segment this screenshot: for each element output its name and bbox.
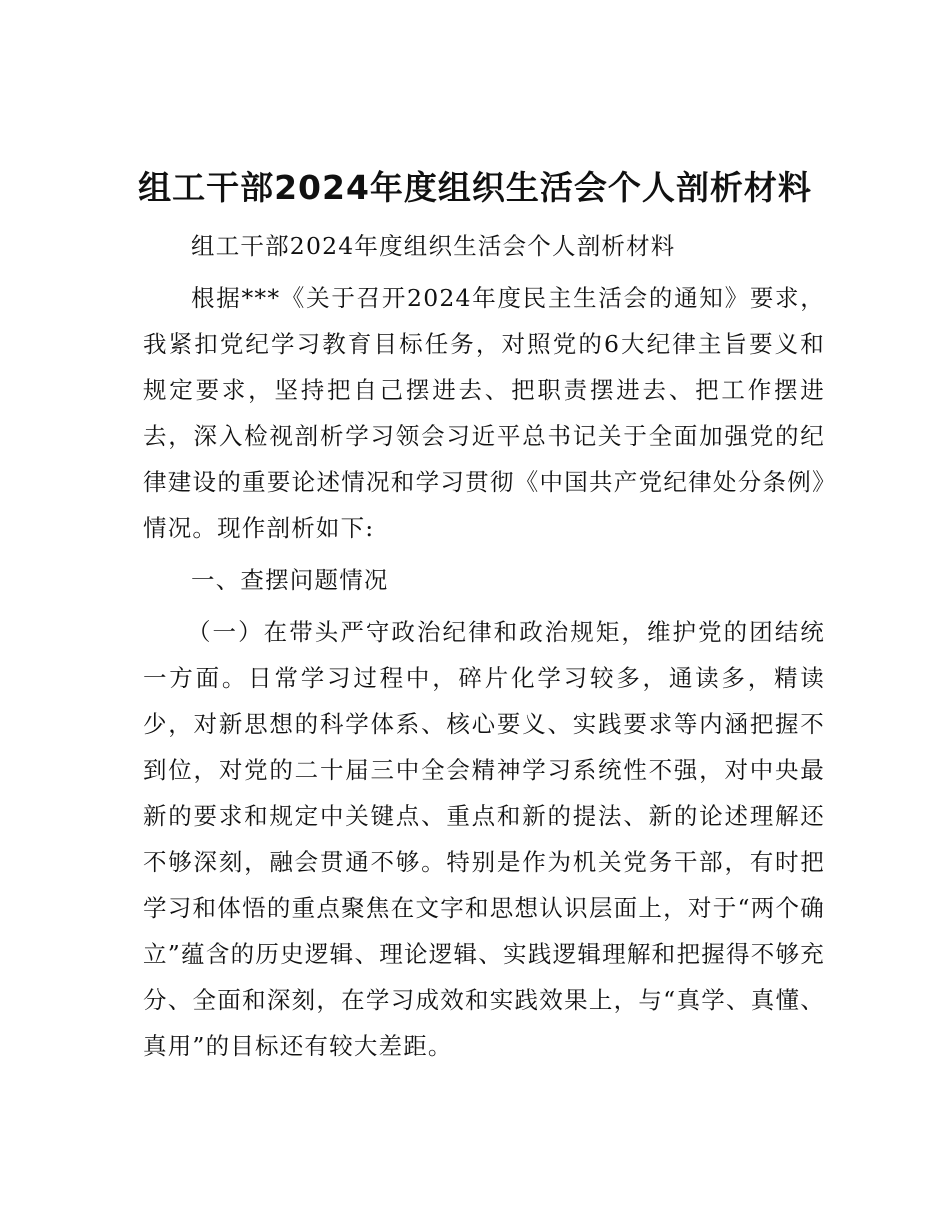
document-title: 组工干部2024年度组织生活会个人剖析材料 [138,168,812,207]
section-heading: 一、查摆问题情况 [191,566,389,594]
document-body [143,223,825,1069]
point-paragraph: （一）在带头严守政治纪律和政治规矩，维护党的团结统一方面。日常学习过程中，碎片化学习较多，通读多，精读少，对新思想的科学体系、核心要义、实践要求等内涵把握不到位，对党的二十届三中全会精神学习系统性不强，对中央最新的要求和规定中关键点、重点和新的提法、新的论述理解还不够深刻，融会贯通不够。特别是作为机关党务干部，有时把学习和体悟的重点聚焦在文字和思想认识层面上，对于“两个确立”蕴含的历史逻辑、理论逻辑、实践逻辑理解和把握得不够充分、全面和深刻，在学习成效和实践效果上，与“真学、真懂、真用”的目标还有较大差距。 [143,618,825,1060]
intro-paragraph: 根据***《关于召开2024年度民主生活会的通知》要求，我紧扣党纪学习教育目标任务，对照党的6大纪律主旨要义和规定要求，坚持把自己摆进去、把职责摆进去、把工作摆进去，深入检视剖析学习领会习近平总书记关于全面加强党的纪律建设的重要论述情况和学习贯彻《中国共产党纪律处分条例》情况。现作剖析如下: [143,284,825,542]
document-subtitle: 组工干部2024年度组织生活会个人剖析材料 [191,232,676,260]
